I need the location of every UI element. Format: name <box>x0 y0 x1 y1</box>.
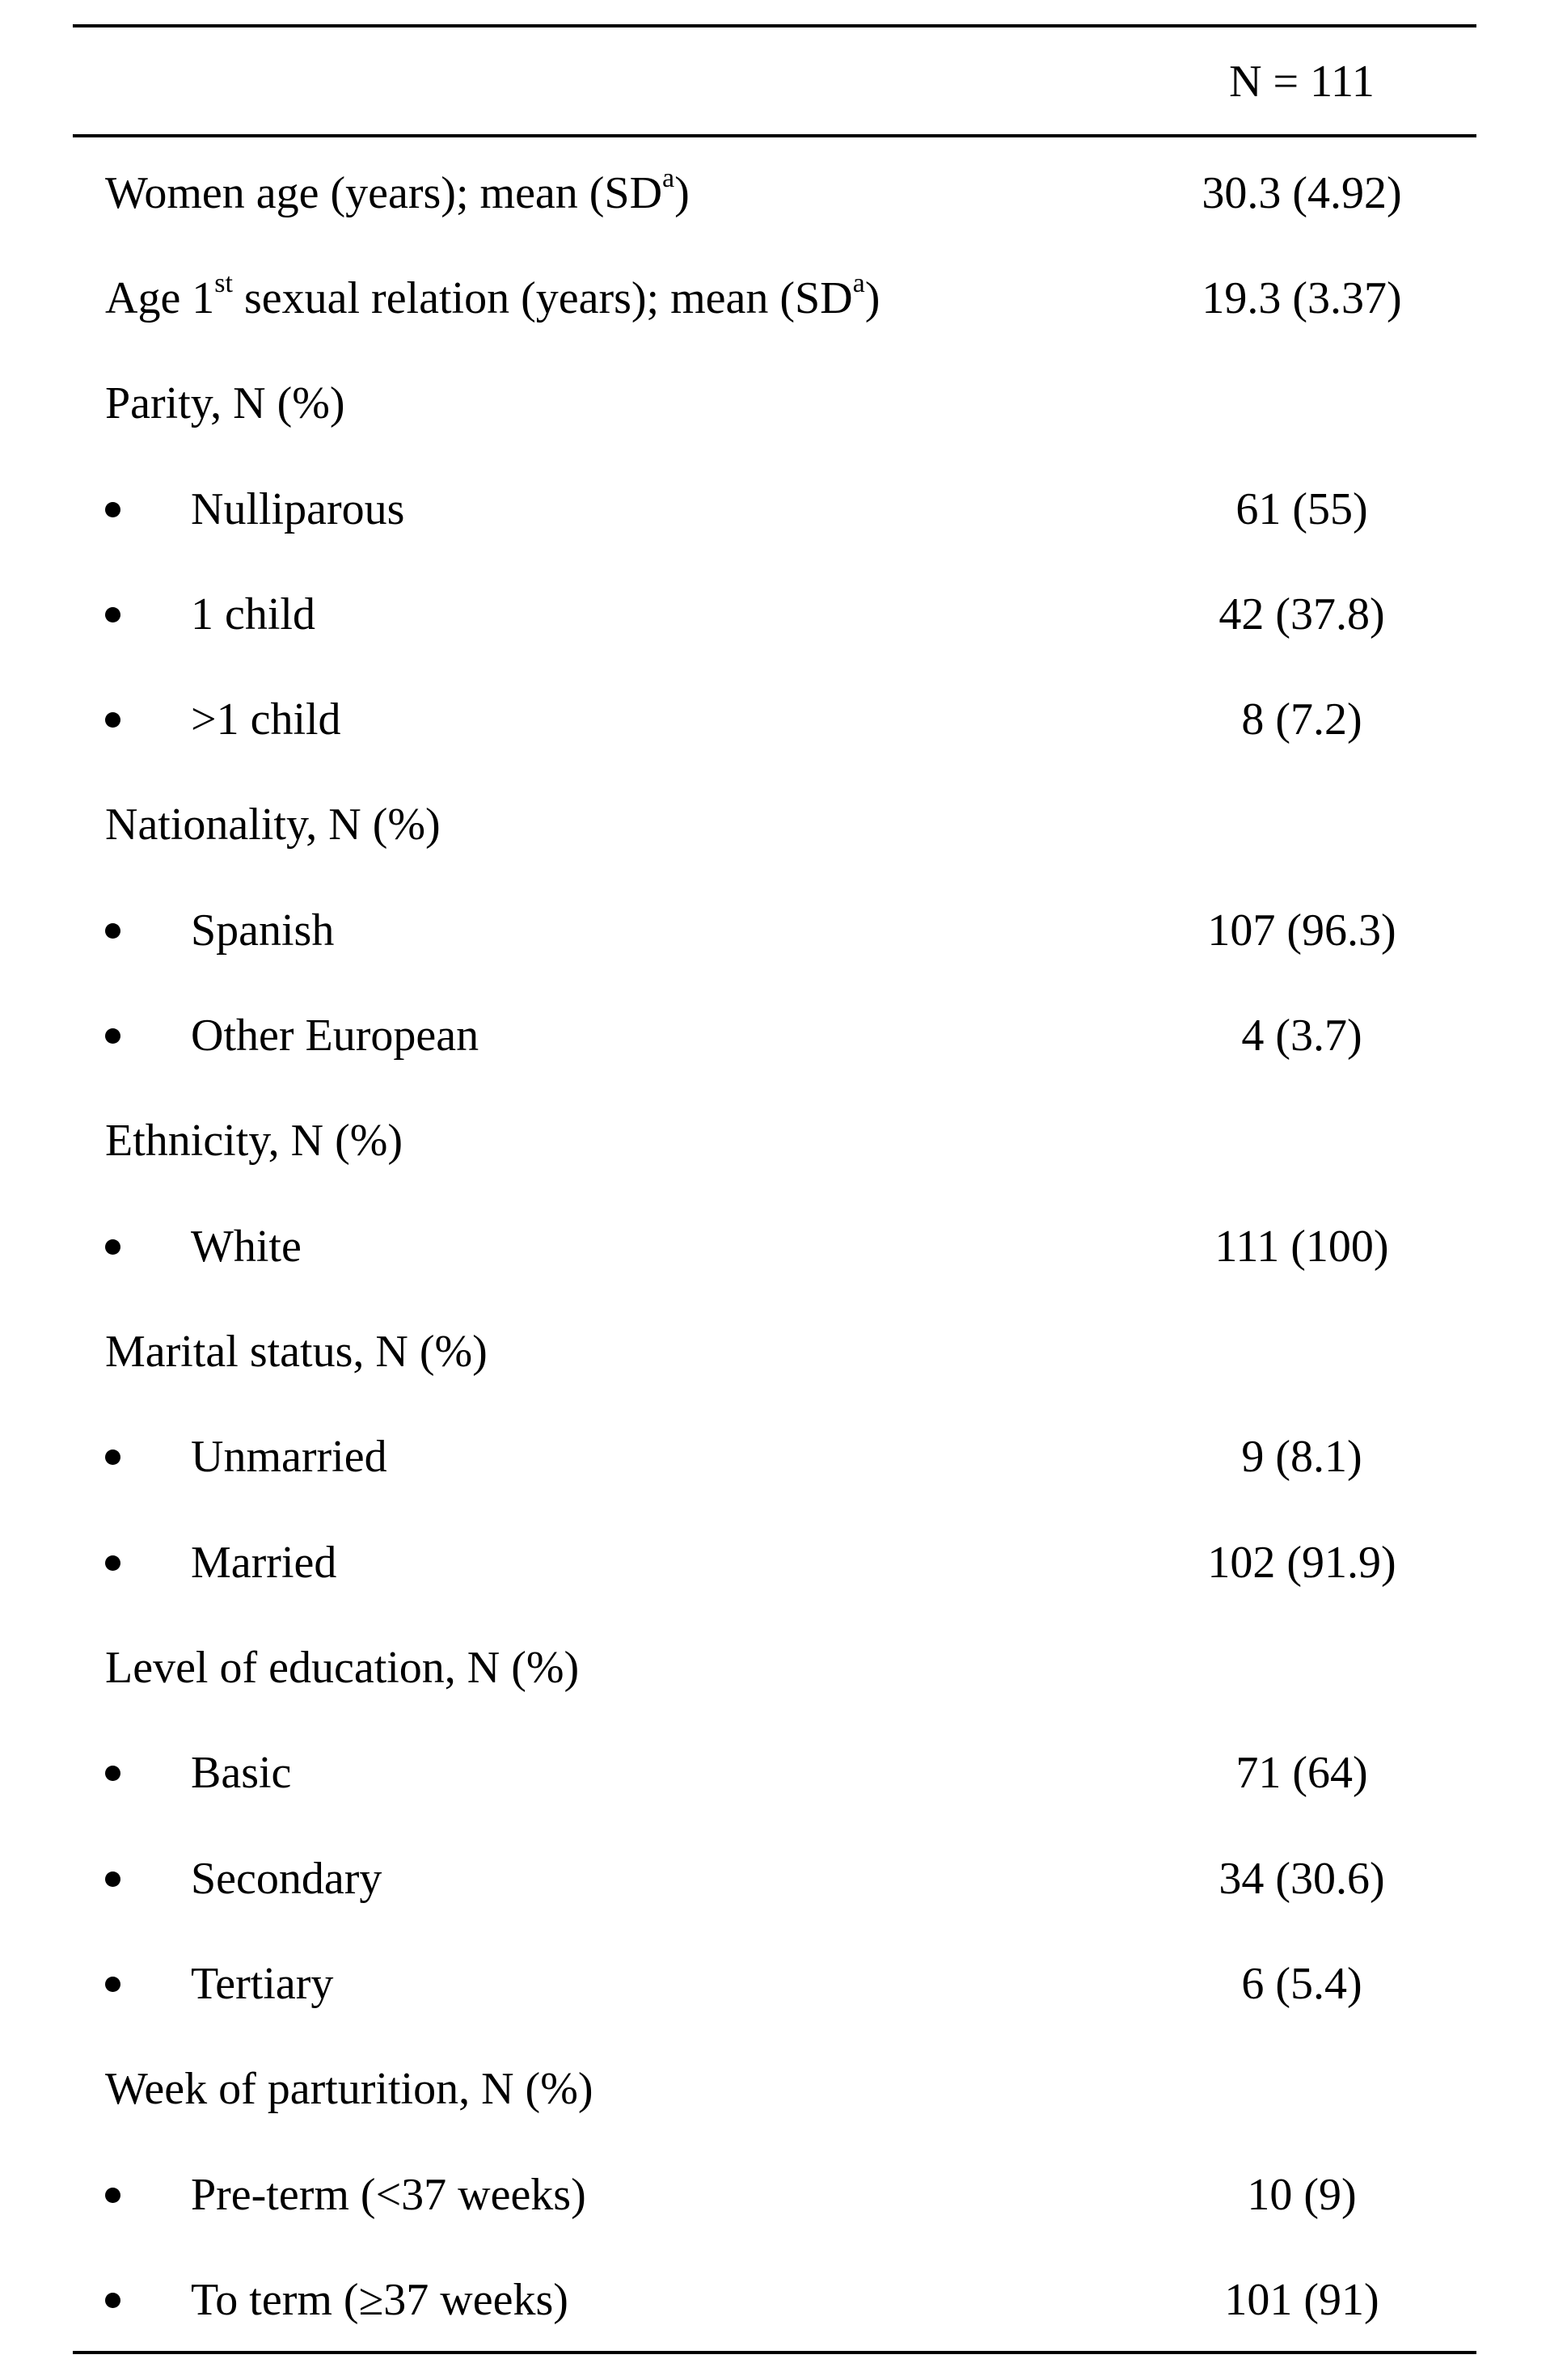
row-value: 4 (3.7) <box>1241 1011 1362 1061</box>
row-value: 34 (30.6) <box>1218 1854 1385 1904</box>
row-label: Spanish <box>191 905 335 956</box>
group-label: Ethnicity, N (%) <box>105 1116 403 1166</box>
header-n-label: N = 111 <box>1229 57 1375 107</box>
table-row <box>73 2247 1476 2353</box>
row-value: 42 (37.8) <box>1218 589 1385 639</box>
group-label: Level of education, N (%) <box>105 1643 580 1693</box>
row-value: 9 (8.1) <box>1241 1432 1362 1482</box>
row-label: Other European <box>191 1011 479 1061</box>
group-label: Marital status, N (%) <box>105 1327 488 1377</box>
row-label: Age 1st sexual relation (years); mean $(SD^a)$ <box>105 268 881 323</box>
table-row <box>73 2142 1476 2247</box>
row-label: To term (≥37 weeks) <box>191 2275 568 2325</box>
row-value: 111 (100) <box>1214 1222 1389 1272</box>
row-label: Secondary <box>191 1854 382 1904</box>
row-value: 30.3 (4.92) <box>1202 168 1402 218</box>
table-row <box>73 141 1476 246</box>
table-row-group <box>73 1615 1476 1720</box>
characteristics-table <box>73 0 1476 2380</box>
row-label: Pre-term (<37 weeks) <box>191 2170 586 2220</box>
table-row <box>73 1194 1476 1299</box>
row-value: 10 (9) <box>1247 2170 1357 2220</box>
row-value: 101 (91) <box>1224 2275 1379 2325</box>
table-row <box>73 1720 1476 1825</box>
table-row <box>73 562 1476 667</box>
row-value: 107 (96.3) <box>1207 905 1396 956</box>
table-row <box>73 878 1476 983</box>
group-label: Parity, N (%) <box>105 378 345 428</box>
group-label: Nationality, N (%) <box>105 800 441 850</box>
group-label: Week of parturition, N (%) <box>105 2064 593 2114</box>
row-label: White <box>191 1222 302 1272</box>
table-row <box>73 1826 1476 1931</box>
row-label: Married <box>191 1538 337 1588</box>
row-value: 71 (64) <box>1235 1748 1368 1798</box>
table-row-group <box>73 1088 1476 1193</box>
table-row <box>73 246 1476 351</box>
table-row-group <box>73 351 1476 456</box>
row-value: 8 (7.2) <box>1241 694 1362 745</box>
table-row <box>73 457 1476 562</box>
row-label: Tertiary <box>191 1959 334 2009</box>
table-row <box>73 1510 1476 1615</box>
table-row-group <box>73 772 1476 877</box>
row-value: 102 (91.9) <box>1207 1538 1396 1588</box>
top-rule <box>73 24 1476 27</box>
table-row <box>73 983 1476 1088</box>
row-value: 6 (5.4) <box>1241 1959 1362 2009</box>
header-rule <box>73 134 1476 137</box>
row-label: Basic <box>191 1748 292 1798</box>
row-value: 61 (55) <box>1235 484 1368 534</box>
row-value: 19.3 (3.37) <box>1202 273 1402 323</box>
row-label: Nulliparous <box>191 484 405 534</box>
table-row <box>73 1931 1476 2036</box>
table-row-group <box>73 1299 1476 1404</box>
table-row-group <box>73 2036 1476 2142</box>
table-row <box>73 667 1476 772</box>
row-label: 1 child <box>191 589 315 639</box>
row-label: >1 child <box>191 694 341 745</box>
table-row <box>73 1404 1476 1509</box>
row-label: Unmarried <box>191 1432 387 1482</box>
bottom-rule <box>73 2351 1476 2354</box>
row-label: Women age (years); mean $(SD^a)$ <box>105 163 690 218</box>
